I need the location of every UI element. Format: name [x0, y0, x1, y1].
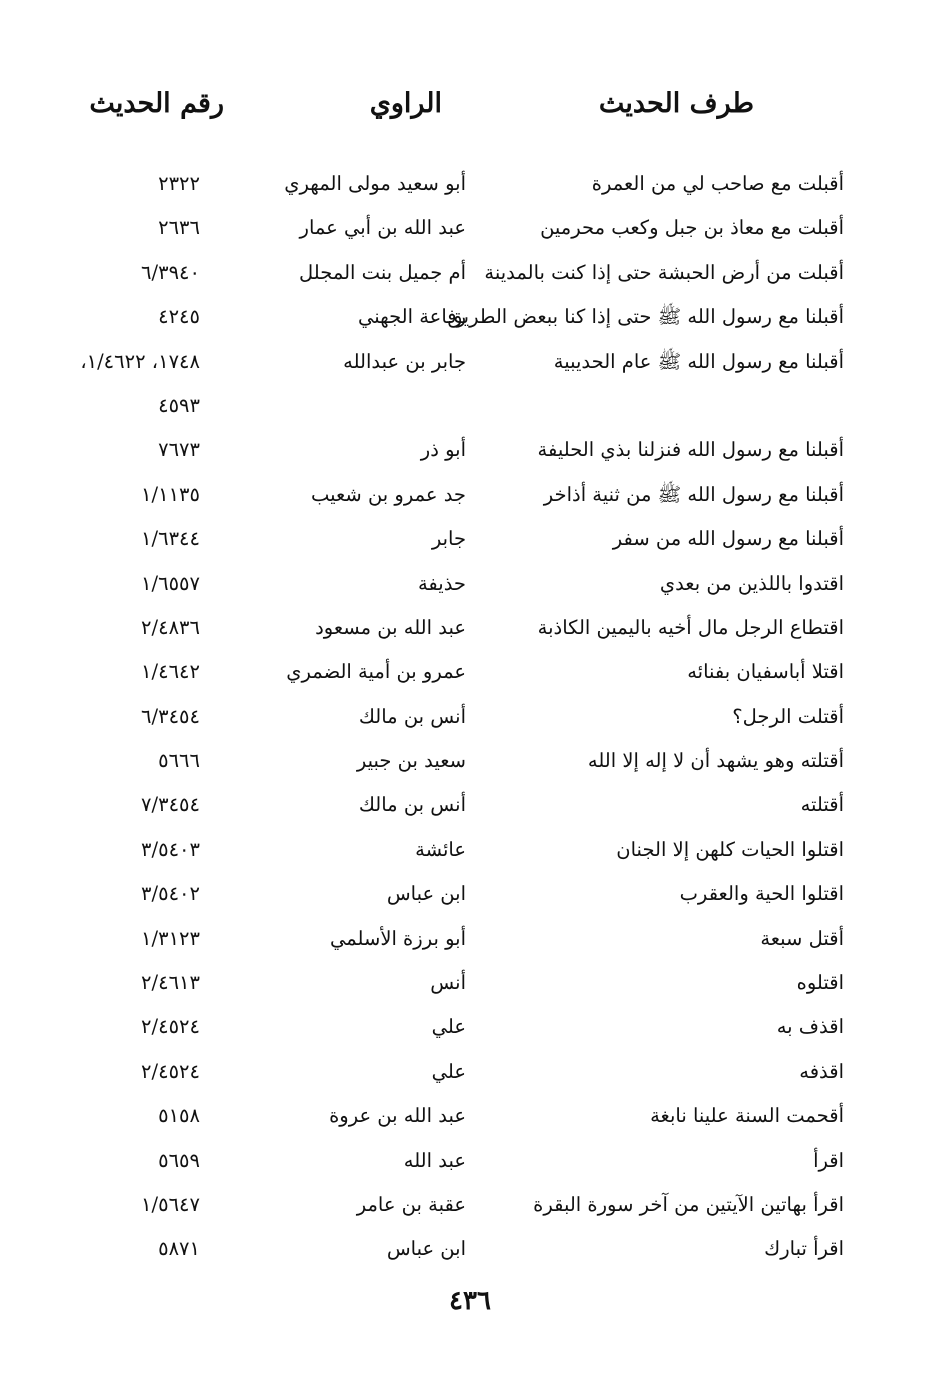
- table-row: [0, 1098, 940, 1142]
- hadith-cell: أقبلت مع صاحب لي من العمرة: [591, 172, 844, 195]
- rawi-cell: عمرو بن أمية الضمري: [286, 660, 466, 684]
- rawi-cell: أبو ذر: [420, 438, 466, 462]
- rawi-cell: أنس: [430, 971, 466, 995]
- number-cell: ١/٦٥٥٧: [141, 571, 200, 595]
- rawi-cell: علي: [431, 1015, 466, 1039]
- hadith-cell: اقتلوه: [796, 971, 844, 995]
- table-row: [0, 1009, 940, 1053]
- number-cell: ١/١١٣٥: [141, 482, 200, 506]
- rawi-cell: عبد الله بن أبي عمار: [299, 216, 466, 240]
- hadith-cell: اقتلوا الحية والعقرب: [679, 882, 844, 906]
- number-cell: ٦/٣٩٤٠: [141, 260, 200, 284]
- hadith-cell: اقتلوا الحيات كلهن إلا الجنان: [616, 837, 844, 861]
- number-cell: ٢/٤٨٣٦: [141, 615, 200, 639]
- rawi-cell: أبو سعيد مولى المهري: [284, 172, 466, 195]
- hadith-cell: أقبلنا مع رسول الله ﷺ عام الحديبية: [553, 349, 844, 373]
- number-cell: ٣/٥٤٠٣: [141, 837, 200, 861]
- number-cell: ١/٣١٢٣: [141, 926, 200, 950]
- hadith-cell: أقبلت من أرض الحبشة حتى إذا كنت بالمدينة: [484, 260, 844, 284]
- hadith-cell: أقبلنا مع رسول الله فنزلنا بذي الحليفة: [537, 438, 844, 462]
- table-header: [0, 88, 940, 138]
- table-row: [0, 432, 940, 476]
- table-row: [0, 610, 940, 654]
- hadith-cell: اقذفه: [799, 1059, 844, 1083]
- number-cell: ٢٣٢٢: [158, 172, 200, 195]
- rawi-cell: جد عمرو بن شعيب: [310, 482, 466, 506]
- table-row: [0, 1143, 940, 1187]
- number-cell: ٥٦٥٩: [158, 1148, 200, 1172]
- number-cell: ٧٦٧٣: [158, 438, 200, 462]
- number-cell: ٧/٣٤٥٤: [141, 793, 200, 817]
- hadith-cell: أقحمت السنة علينا نابغة: [650, 1104, 844, 1128]
- table-row: [0, 1054, 940, 1098]
- number-cell: ٢/٤٥٢٤: [141, 1015, 200, 1039]
- hadith-cell: أقتلت الرجل؟: [732, 704, 844, 728]
- number-cell: ٢/٤٦١٣: [141, 971, 200, 995]
- rawi-cell: ابن عباس: [386, 882, 466, 906]
- rawi-cell: عبد الله: [403, 1148, 466, 1172]
- hadith-cell: اقرأ بهاتين الآيتين من آخر سورة البقرة: [533, 1192, 844, 1216]
- header-hadith: طرف الحديث: [598, 88, 754, 119]
- table-row: [0, 1231, 940, 1275]
- table-row: [0, 299, 940, 343]
- number-cell: ٢/٤٥٢٤: [141, 1059, 200, 1083]
- table-row: [0, 921, 940, 965]
- header-rawi: الراوي: [369, 88, 442, 119]
- number-cell: ٥٨٧١: [158, 1237, 200, 1261]
- number-cell: ٥١٥٨: [158, 1104, 200, 1128]
- page-number: ٤٣٦: [449, 1286, 491, 1316]
- table-row: [0, 699, 940, 743]
- rawi-cell: جابر: [431, 527, 466, 551]
- number-cell: ٢٦٣٦: [158, 216, 200, 240]
- hadith-cell: أقبلنا مع رسول الله ﷺ من ثنية أذاخر: [543, 482, 844, 506]
- hadith-cell: اقتلا أباسفيان بفنائه: [687, 660, 844, 684]
- table-row: [0, 832, 940, 876]
- hadith-cell: أقتلته: [800, 793, 844, 817]
- table-row: [0, 566, 940, 610]
- rawi-cell: أم جميل بنت المجلل: [299, 260, 466, 284]
- table-row: [0, 521, 940, 565]
- rawi-cell: أبو برزة الأسلمي: [330, 926, 466, 950]
- table-row: [0, 876, 940, 920]
- hadith-cell: أقبلنا مع رسول الله من سفر: [612, 527, 844, 551]
- hadith-cell: اقتطاع الرجل مال أخيه باليمين الكاذبة: [537, 615, 844, 639]
- rawi-cell: عبد الله بن مسعود: [315, 615, 466, 639]
- hadith-cell: اقذف به: [776, 1015, 844, 1039]
- rawi-cell: علي: [431, 1059, 466, 1083]
- table-row: [0, 210, 940, 254]
- table-row: [0, 743, 940, 787]
- rawi-cell: حذيفة: [417, 571, 466, 595]
- rawi-cell: سعيد بن جبير: [356, 749, 466, 773]
- hadith-cell: اقرأ تبارك: [764, 1237, 844, 1261]
- hadith-index-table: [0, 166, 940, 1276]
- table-row: [0, 965, 940, 1009]
- hadith-cell: أقبلت مع معاذ بن جبل وكعب محرمين: [540, 216, 844, 240]
- table-row: [0, 166, 940, 210]
- number-cell: ١/٦٣٤٤: [141, 527, 200, 551]
- number-cell: ٦/٣٤٥٤: [141, 704, 200, 728]
- table-row: [0, 344, 940, 388]
- rawi-cell: عائشة: [415, 837, 466, 861]
- hadith-cell: أقبلنا مع رسول الله ﷺ حتى إذا كنا ببعض الطريق: [447, 305, 844, 329]
- header-number: رقم الحديث: [89, 88, 224, 119]
- rawi-cell: ابن عباس: [386, 1237, 466, 1261]
- rawi-cell: أنس بن مالك: [358, 793, 466, 817]
- number-cell: ٣/٥٤٠٢: [141, 882, 200, 906]
- table-row: [0, 1187, 940, 1231]
- rawi-cell: رفاعة الجهني: [357, 305, 466, 329]
- rawi-cell: جابر بن عبدالله: [343, 349, 466, 373]
- table-row: [0, 255, 940, 299]
- table-row: [0, 787, 940, 831]
- number-cell: ٤٥٩٣: [158, 393, 200, 417]
- hadith-cell: أقتلته وهو يشهد أن لا إله إلا الله: [587, 749, 844, 773]
- number-cell: ١٧٤٨، ١/٤٦٢٢،: [80, 349, 200, 373]
- hadith-cell: اقرأ: [813, 1148, 844, 1172]
- table-row: [0, 388, 940, 432]
- rawi-cell: عقبة بن عامر: [356, 1192, 466, 1216]
- number-cell: ٤٢٤٥: [158, 305, 200, 329]
- number-cell: ٥٦٦٦: [158, 749, 200, 773]
- rawi-cell: أنس بن مالك: [358, 704, 466, 728]
- hadith-cell: اقتدوا باللذين من بعدي: [659, 571, 844, 595]
- table-row: [0, 654, 940, 698]
- rawi-cell: عبد الله بن عروة: [329, 1104, 466, 1128]
- number-cell: ١/٤٦٤٢: [141, 660, 200, 684]
- hadith-cell: أقتل سبعة: [760, 926, 844, 950]
- number-cell: ١/٥٦٤٧: [141, 1192, 200, 1216]
- table-row: [0, 477, 940, 521]
